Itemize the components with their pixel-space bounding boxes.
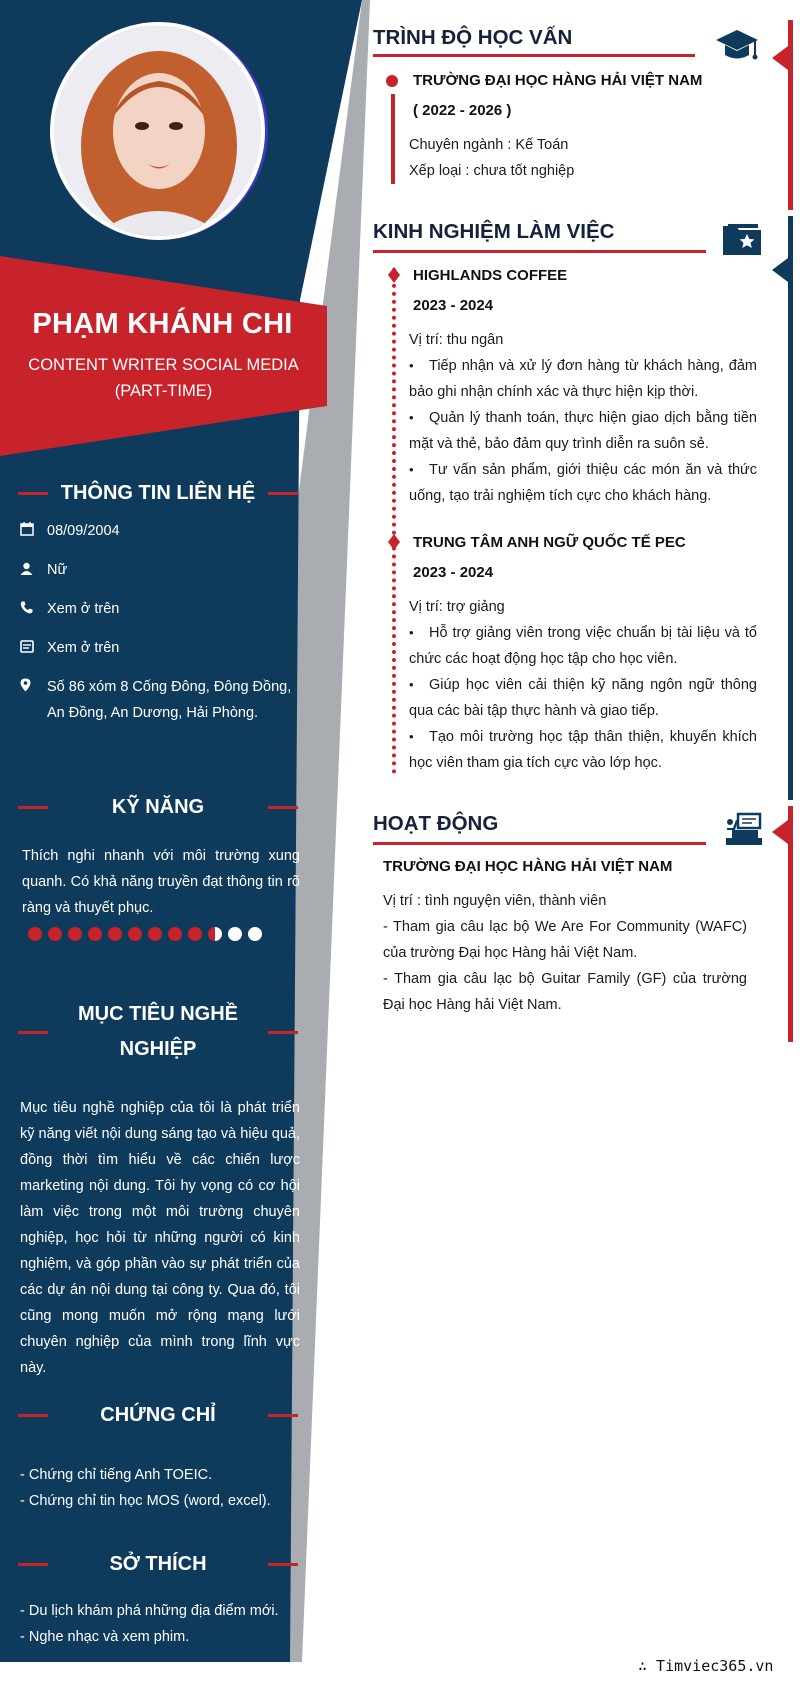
list-item: • Hỗ trợ giảng viên trong việc chuẩn bị tài liệu và tổ chức các hoạt động học tập cho học viên.	[409, 620, 757, 672]
list-item: • Tạo môi trường học tập thân thiện, khuyến khích học viên tham gia tích cực vào lớp học.	[409, 724, 757, 776]
edge-bar-experience	[788, 216, 793, 800]
contact-address: Số 86 xóm 8 Cống Đông, Đông Đồng, An Đồng, An Dương, Hải Phòng.	[20, 674, 300, 726]
heading-bar	[18, 1563, 48, 1566]
heading-underline	[373, 54, 695, 57]
heading-bar	[268, 1414, 298, 1417]
heading-underline	[373, 842, 706, 845]
watermark: ∴ Timviec365.vn	[638, 1657, 774, 1675]
contact-gender: Nữ	[20, 557, 300, 584]
map-pin-icon	[20, 674, 47, 726]
edge-bar-education	[788, 20, 793, 210]
avatar-portrait	[54, 26, 261, 236]
rating-dot	[208, 927, 222, 941]
hobbies-list	[20, 1598, 300, 1650]
heading-bar	[268, 1563, 298, 1566]
timeline-dotted-line	[392, 268, 396, 774]
certificates-list	[20, 1462, 300, 1514]
timeline-dot	[386, 75, 398, 87]
list-item: - Du lịch khám phá những địa điểm mới.	[20, 1603, 279, 1619]
heading-bar	[268, 1031, 298, 1034]
rating-dot	[188, 927, 202, 941]
skill-rating	[28, 927, 262, 941]
education-heading: TRÌNH ĐỘ HỌC VẤN	[373, 26, 573, 49]
job-position: Vị trí: thu ngân	[409, 332, 504, 348]
rating-dot	[68, 927, 82, 941]
education-period: ( 2022 - 2026 )	[413, 102, 512, 119]
rating-dot	[88, 927, 102, 941]
activities-heading: HOẠT ĐỘNG	[373, 812, 499, 835]
profile-job-title: CONTENT WRITER SOCIAL MEDIA (PART-TIME)	[28, 356, 299, 400]
edge-marker-education	[772, 46, 788, 70]
heading-bar	[268, 806, 298, 809]
mail-icon	[20, 635, 47, 662]
objective-text: Mục tiêu nghề nghiệp của tôi là phát triển kỹ năng viết nội dung sáng tạo và hiệu quả, đồng thời tìm hiểu về các chiến lược marketing nội dung. Tôi hy vọng có cơ hội làm việc trong một môi trường chuyên nghiệp, học hỏi từ những người có kinh nghiệm, và góp phần vào sự phát triển của các dự án nội dung tại công ty. Qua đó, tôi cũng mong muốn mở rộng mạng lưới chuyên nghiệp của mình trong lĩnh vực này.	[20, 1100, 300, 1376]
list-item: - Nghe nhạc và xem phim.	[20, 1629, 190, 1645]
list-item: - Chứng chỉ tiếng Anh TOEIC.	[20, 1467, 213, 1483]
list-item: • Tiếp nhận và xử lý đơn hàng từ khách hàng, đảm bảo ghi nhận chính xác và thực hiện kịp thời.	[409, 353, 757, 405]
rating-dot	[228, 927, 242, 941]
experience-heading: KINH NGHIỆM LÀM VIỆC	[373, 220, 615, 243]
hobbies-heading: SỞ THÍCH	[18, 1547, 298, 1582]
contact-birthday: 08/09/2004	[20, 518, 300, 545]
avatar-frame	[50, 22, 268, 240]
heading-underline	[373, 250, 706, 253]
contact-email: Xem ở trên	[20, 635, 300, 662]
job-position: Vị trí: trợ giảng	[409, 599, 505, 615]
rating-dot	[248, 927, 262, 941]
contact-phone: Xem ở trên	[20, 596, 300, 623]
list-item: - Chứng chỉ tin học MOS (word, excel).	[20, 1493, 271, 1509]
rating-dot	[108, 927, 122, 941]
heading-bar	[18, 1031, 48, 1034]
job-period: 2023 - 2024	[413, 297, 494, 314]
edge-marker-activities	[772, 820, 788, 844]
edge-marker-experience	[772, 258, 788, 282]
calendar-icon	[20, 518, 47, 545]
avatar	[54, 26, 261, 236]
edge-bar-activities	[788, 806, 793, 1042]
list-item: - Tham gia câu lạc bộ We Are For Community (WAFC) của trường Đại học Hàng hải Việt Nam.	[383, 919, 747, 961]
education-grade: Xếp loại : chưa tốt nghiệp	[409, 163, 575, 179]
folder-star-icon	[722, 222, 766, 262]
job-company: TRUNG TÂM ANH NGỮ QUỐC TẾ PEC	[413, 534, 686, 551]
rating-dot	[28, 927, 42, 941]
job-company: HIGHLANDS COFFEE	[413, 267, 568, 284]
heading-bar	[268, 492, 298, 495]
list-item: • Quản lý thanh toán, thực hiện giao dịch bằng tiền mặt và thẻ, bảo đảm quy trình diễn ra suôn sẻ.	[409, 405, 757, 457]
skills-text: Thích nghi nhanh với môi trường xung quanh. Có khả năng truyền đạt thông tin rõ ràng và thuyết phục.	[22, 848, 300, 916]
education-major: Chuyên ngành : Kế Toán	[409, 137, 569, 153]
graduation-cap-icon	[714, 26, 758, 66]
skills-heading: KỸ NĂNG	[18, 790, 298, 825]
rating-dot	[128, 927, 142, 941]
job-period: 2023 - 2024	[413, 564, 494, 581]
activity-org: TRƯỜNG ĐẠI HỌC HÀNG HẢI VIỆT NAM	[383, 858, 673, 875]
job-duties	[409, 353, 757, 509]
podium-icon	[724, 808, 768, 848]
list-item: • Giúp học viên cải thiện kỹ năng ngôn ngữ thông qua các bài tập thực hành và giao tiếp.	[409, 672, 757, 724]
heading-bar	[18, 492, 48, 495]
education-school: TRƯỜNG ĐẠI HỌC HÀNG HẢI VIỆT NAM	[413, 72, 703, 89]
certificates-heading: CHỨNG CHỈ	[18, 1398, 298, 1433]
list-item: • Tư vấn sản phẩm, giới thiệu các món ăn và thức uống, tạo trải nghiệm tích cực cho khách hàng.	[409, 457, 757, 509]
user-icon	[20, 557, 47, 584]
phone-icon	[20, 596, 47, 623]
timeline-marker	[388, 267, 400, 283]
rating-dot	[168, 927, 182, 941]
heading-bar	[18, 806, 48, 809]
timeline-line	[391, 94, 395, 184]
contact-heading: THÔNG TIN LIÊN HỆ	[18, 476, 298, 511]
activity-role: Vị trí : tình nguyện viên, thành viên	[383, 893, 607, 909]
timeline-marker	[388, 534, 400, 550]
rating-dot	[48, 927, 62, 941]
job-duties	[409, 620, 757, 776]
list-item: - Tham gia câu lạc bộ Guitar Family (GF) của trường Đại học Hàng hải Việt Nam.	[383, 971, 747, 1013]
objective-heading: MỤC TIÊU NGHỀ NGHIỆP	[18, 997, 298, 1067]
profile-name: PHẠM KHÁNH CHI	[32, 308, 293, 340]
heading-bar	[18, 1414, 48, 1417]
rating-dot	[148, 927, 162, 941]
